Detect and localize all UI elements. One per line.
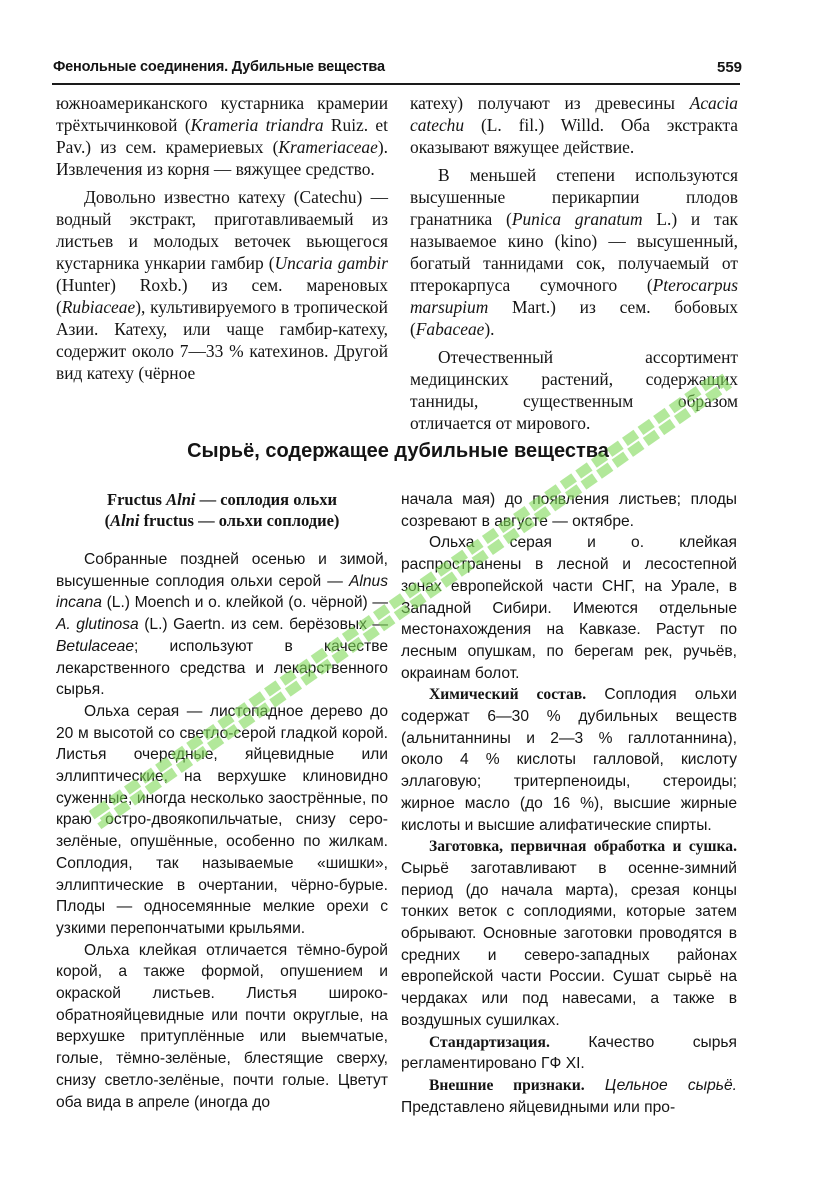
entry-subtitle: (Alni fructus — ольхи соплодие) bbox=[104, 511, 340, 530]
paragraph: Стандартизация. Качество сырья регламентировано ГФ XI. bbox=[401, 1033, 737, 1073]
paragraph: Ольха серая — листопадное дерево до 20 м высотой со светло-серой гладкой корой. Листья очередные, яйцевидные или эллиптические, на верхушке клиновидно суженные, иногда несколько заострённые, по краю остро-двоякопильчатые, снизу серо-зелёные, опушённые, особенно по жилкам. Соплодия, так называемые «шишки», эллиптические в очертании, чёрно-бурые. Плоды — односемянные мелкие орехи с узкими перепончатыми крыльями. bbox=[56, 702, 388, 937]
entry-title: Fructus Alni — соплодия ольхи (Alni fructus — ольхи соплодие) bbox=[56, 489, 388, 531]
paragraph: Собранные поздней осенью и зимой, высушенные соплодия ольхи серой — Alnus incana (L.) Moench и о. клейкой (о. чёрной) — A. glutinosa (L.) Gaertn. из сем. берёзовых — Betulaceae; используют в качестве лекарственного средства и лекарственного сырья. bbox=[56, 551, 388, 699]
top-left-column bbox=[56, 92, 388, 384]
subsection-heading: Химический состав. bbox=[429, 686, 587, 704]
paragraph: В меньшей степени используются высушенные перикарпии плодов гранатника (Punica granatum L.) и так называемое кино (kino) — высушенный, богатый таннидами сок, получаемый от птерокарпуса сумочного (Pterocarpus marsupium Mart.) из сем. бобовых (Fabaceae). bbox=[410, 165, 738, 339]
running-header-title: Фенольные соединения. Дубильные вещества bbox=[53, 59, 385, 75]
paragraph: катеху) получают из древесины Acacia catechu (L. fil.) Willd. Оба экстракта оказывают вяжущее действие. bbox=[410, 93, 738, 157]
paragraph: Внешние признаки. Цельное сырьё. Представлено яйцевидными или про- bbox=[401, 1076, 737, 1116]
header-rule bbox=[52, 83, 740, 85]
paragraph: Ольха серая и о. клейкая распространены в лесной и лесостепной зонах европейской части СНГ, на Урале, в Западной Сибири. Имеются отдельные местонахождения на Кавказе. Растут по лесным опушкам, по берегам рек, ручьёв, окраинам болот. bbox=[401, 534, 737, 682]
section-title: Сырьё, содержащее дубильные вещества bbox=[187, 440, 609, 462]
page-number: 559 bbox=[717, 59, 743, 76]
paragraph: начала мая) до появления листьев; плоды созревают в августе — октябре. bbox=[401, 491, 737, 530]
subsection-heading: Заготовка, первичная обработка и сушка. bbox=[429, 838, 737, 856]
bottom-right-column bbox=[401, 489, 737, 1118]
paragraph: Отечественный ассортимент медицинских растений, содержащих танниды, существенным образом отличается от мирового. bbox=[410, 347, 738, 433]
paragraph: Химический состав. Соплодия ольхи содержат 6—30 % дубильных веществ (альнитаннины и 2—3 % галлотаннина), около 4 % кислоты галловой, кислоту эллаговую; тритерпеноиды, стероиды; жирное масло (до 16 %), высшие жирные кислоты и высшие алифатические спирты. bbox=[401, 686, 737, 834]
paragraph: Довольно известно катеху (Catechu) — водный экстракт, приготавливаемый из листьев и молодых веточек вьющегося кустарника ункарии гамбир (Uncaria gambir (Hunter) Roxb.) из сем. мареновых (Rubiaceae), культивируемого в тропической Азии. Катеху, или чаще гамбир-катеху, содержит около 7—33 % катехинов. Другой вид катеху (чёрное bbox=[56, 187, 388, 383]
bottom-left-column bbox=[56, 489, 388, 1113]
paragraph: Заготовка, первичная обработка и сушка. Сырьё заготавливают в осенне-зимний период (до начала марта), срезая концы тонких веток с соплодиями, которые затем обрывают. Основные заготовки проводятся в средних и северо-западных районах европейской части России. Сушат сырьё на чердаках или под навесами, а также в воздушных сушилках. bbox=[401, 838, 737, 1029]
paragraph: Ольха клейкая отличается тёмно-бурой корой, а также формой, опушением и окраской листьев. Листья широко-обратнояйцевидные или почти округлые, на верхушке притуплённые или выемчатые, голые, тёмно-зелёные, блестящие сверху, снизу светло-зелёные, почти голые. Цветут оба вида в апреле (иногда до bbox=[56, 941, 388, 1111]
top-right-column bbox=[410, 92, 738, 434]
paragraph: южноамериканского кустарника крамерии трёхтычинковой (Krameria triandra Ruiz. et Pav.) из сем. крамериевых (Krameriaceae). Извлечения из корня — вяжущее средство. bbox=[56, 93, 388, 179]
subsection-heading: Внешние признаки. bbox=[429, 1076, 585, 1094]
subsection-heading: Стандартизация. bbox=[429, 1033, 550, 1051]
